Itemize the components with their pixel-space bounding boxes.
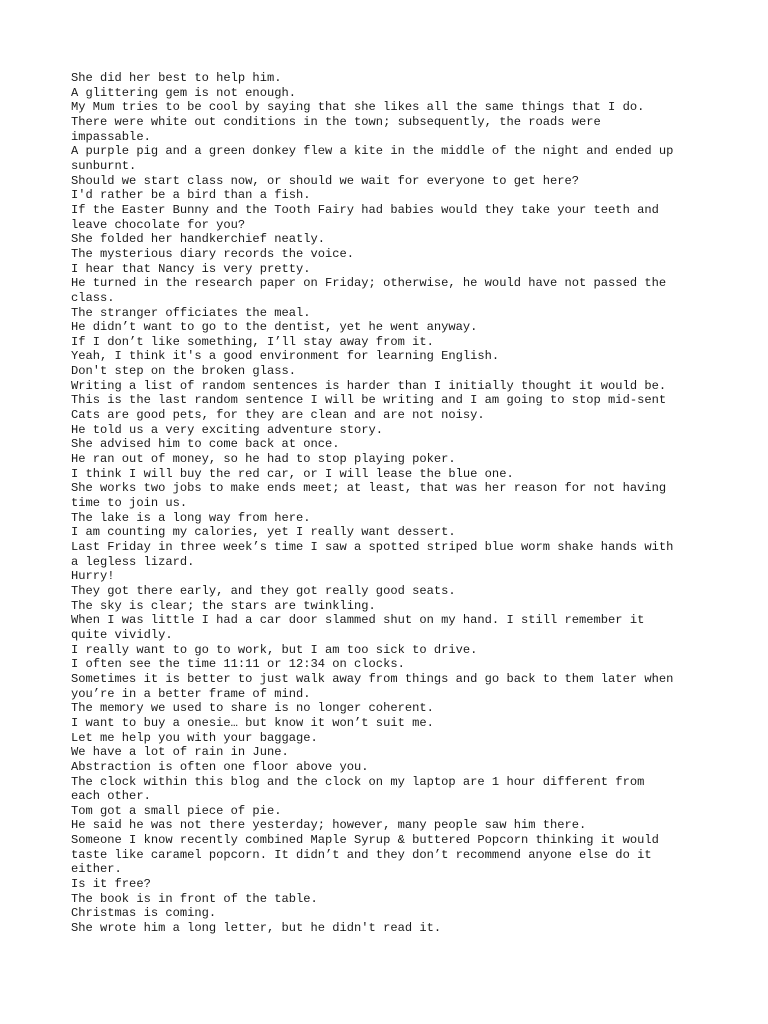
document-body [71, 71, 711, 936]
text-line: Writing a list of random sentences is harder than I initially thought it would be. [71, 378, 667, 393]
text-line: A purple pig and a green donkey flew a kite in the middle of the night and ended up [71, 144, 674, 159]
text-line: I really want to go to work, but I am too sick to drive. [71, 642, 478, 657]
text-line: I'd rather be a bird than a fish. [71, 188, 311, 203]
text-line: There were white out conditions in the town; subsequently, the roads were [71, 114, 601, 129]
text-line: He told us a very exciting adventure story. [71, 422, 384, 437]
text-line: She folded her handkerchief neatly. [71, 232, 326, 247]
text-line: Should we start class now, or should we wait for everyone to get here? [71, 173, 580, 188]
text-line: Don't step on the broken glass. [71, 364, 296, 379]
text-line: Yeah, I think it's a good environment for learning English. [71, 349, 500, 364]
text-line: Abstraction is often one floor above you. [71, 759, 369, 774]
text-line: impassable. [71, 129, 151, 144]
text-line: quite vividly. [71, 627, 173, 642]
text-line: If the Easter Bunny and the Tooth Fairy had babies would they take your teeth and [71, 202, 659, 217]
text-line: Christmas is coming. [71, 906, 217, 921]
text-line: Last Friday in three week’s time I saw a spotted striped blue worm shake hands with [71, 540, 674, 554]
text-line: each other. [71, 789, 151, 804]
text-line: taste like caramel popcorn. It didn’t and they don’t recommend anyone else do it [71, 847, 652, 862]
text-line: When I was little I had a car door slammed shut on my hand. I still remember it [71, 613, 645, 628]
text-line: either. [71, 862, 122, 877]
text-line: The lake is a long way from here. [71, 510, 311, 525]
text-line: sunburnt. [71, 158, 137, 173]
text-line: She wrote him a long letter, but he didn't read it. [71, 921, 442, 936]
text-line: Someone I know recently combined Maple Syrup & buttered Popcorn thinking it would [71, 833, 659, 848]
text-line: The sky is clear; the stars are twinkling. [71, 598, 376, 613]
text-line: This is the last random sentence I will be writing and I am going to stop mid-sent [71, 393, 667, 408]
text-line: I am counting my calories, yet I really want dessert. [71, 525, 456, 540]
text-line: you’re in a better frame of mind. [71, 686, 311, 701]
text-line: time to join us. [71, 496, 188, 511]
text-line: Cats are good pets, for they are clean and are not noisy. [71, 408, 485, 423]
text-line: My Mum tries to be cool by saying that she likes all the same things that I do. [71, 100, 645, 115]
text-line: Is it free? [71, 877, 151, 892]
text-line: She works two jobs to make ends meet; at least, that was her reason for not having [71, 481, 667, 496]
text-line: He didn’t want to go to the dentist, yet he went anyway. [71, 320, 478, 335]
text-line: Let me help you with your baggage. [71, 730, 318, 745]
text-line: The clock within this blog and the clock on my laptop are 1 hour different from [71, 774, 645, 789]
text-line: We have a lot of rain in June. [71, 745, 289, 760]
text-line: The stranger officiates the meal. [71, 305, 311, 320]
text-line: He turned in the research paper on Friday; otherwise, he would have not passed the [71, 276, 667, 291]
text-line: I want to buy a onesie… but know it won’t suit me. [71, 715, 434, 730]
text-line: She advised him to come back at once. [71, 437, 340, 452]
text-line: Hurry! [71, 569, 115, 584]
text-line: The memory we used to share is no longer coherent. [71, 701, 434, 716]
text-line: A glittering gem is not enough. [71, 85, 296, 100]
text-line: He ran out of money, so he had to stop playing poker. [71, 452, 456, 467]
text-line: I often see the time 11:11 or 12:34 on clocks. [71, 657, 405, 672]
text-line: a legless lizard. [71, 554, 195, 569]
text-line: I hear that Nancy is very pretty. [71, 261, 311, 276]
text-line: I think I will buy the red car, or I will lease the blue one. [71, 466, 514, 481]
text-line: If I don’t like something, I’ll stay away from it. [71, 334, 434, 349]
text-line: class. [71, 290, 115, 305]
text-line: The book is in front of the table. [71, 891, 318, 906]
text-line: leave chocolate for you? [71, 217, 246, 232]
text-line: The mysterious diary records the voice. [71, 246, 355, 261]
text-line: She did her best to help him. [71, 71, 282, 85]
text-line: They got there early, and they got really good seats. [71, 583, 456, 598]
text-line: Tom got a small piece of pie. [71, 803, 282, 818]
text-line: He said he was not there yesterday; however, many people saw him there. [71, 818, 587, 833]
text-line: Sometimes it is better to just walk away from things and go back to them later when [71, 671, 674, 686]
